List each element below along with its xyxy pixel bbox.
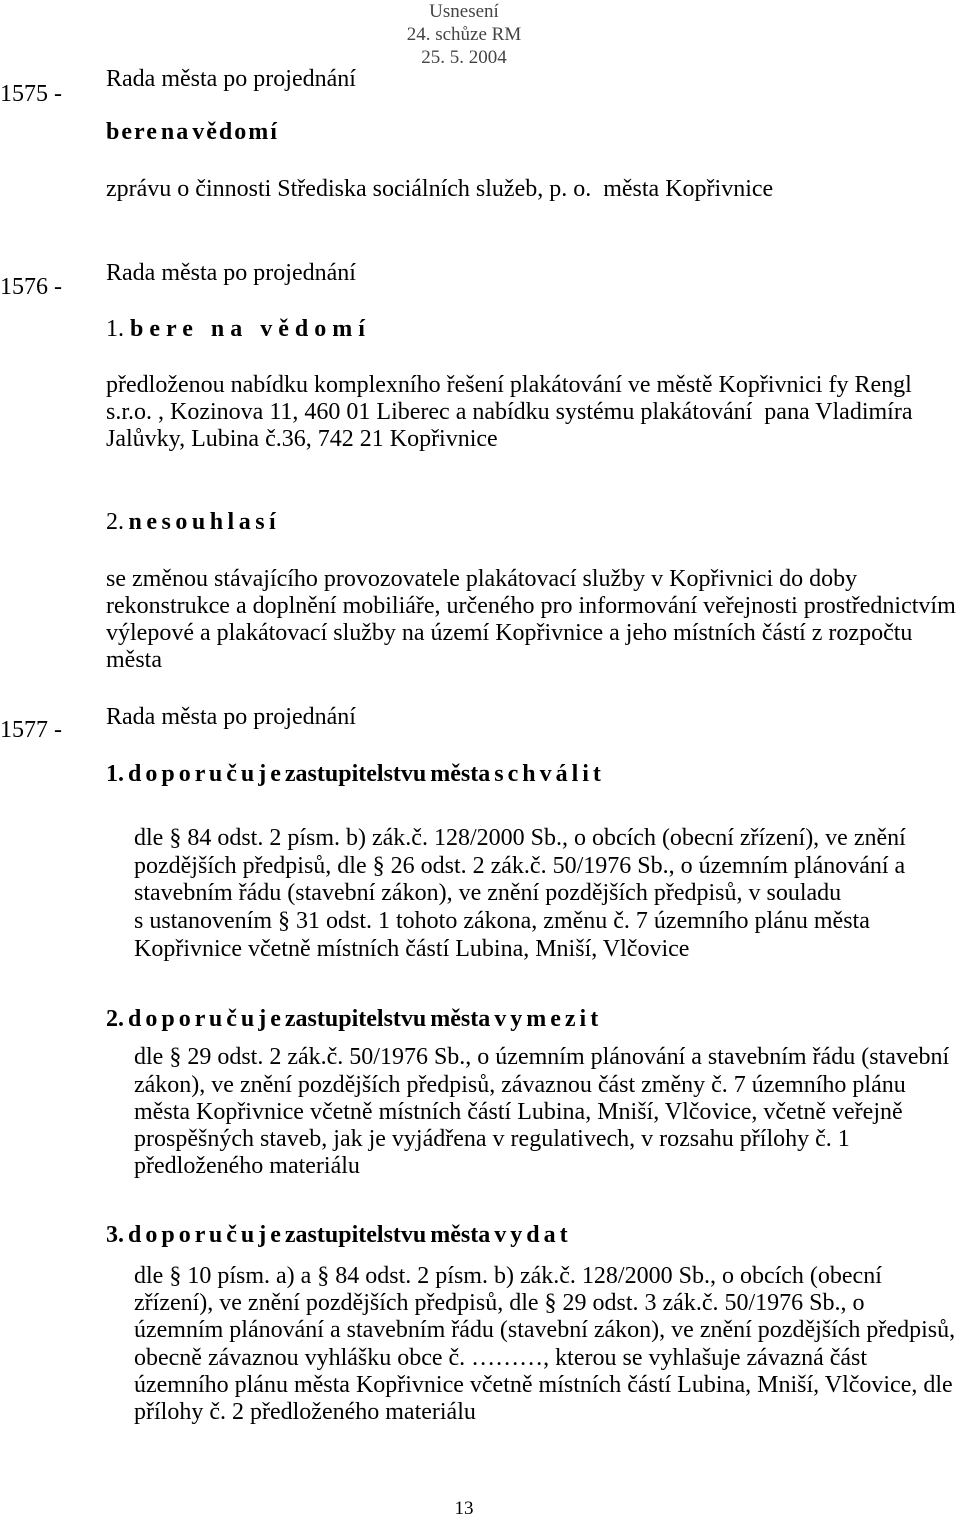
point-text-line: územním plánování a stavebním řádu (stavební zákon), ve znění pozdějších předpisů,: [134, 1317, 956, 1343]
resolution-intro: Rada města po projednání: [106, 260, 356, 286]
point-ordinal: 2.: [106, 509, 124, 535]
resolution-number: 1575 -: [0, 81, 62, 107]
point-text-line: Jalůvky, Lubina č.36, 742 21 Kopřivnice: [106, 426, 498, 452]
header-title: Usnesení: [429, 1, 499, 22]
point-verb: d o p o r u č u j e zastupitelstvu města v y m e z i t: [128, 1006, 599, 1032]
point-heading: [106, 1006, 598, 1033]
point-text-line: stavebním řádu (stavební zákon), ve znění pozdějších předpisů, v souladu: [134, 880, 842, 906]
point-text-line: obecně závaznou vyhlášku obce č. ………, kterou se vyhlašuje závazná část: [134, 1345, 868, 1371]
point-text-line: předloženou nabídku komplexního řešení plakátování ve městě Kopřivnici fy Rengl: [106, 372, 912, 398]
point-text-line: prospěšných staveb, jak je vyjádřena v regulativech, v rozsahu přílohy č. 1: [134, 1126, 850, 1152]
point-verb: d o p o r u č u j e zastupitelstvu města s c h v á l i t: [128, 761, 601, 787]
point-text-line: výlepové a plakátovací služby na území Kopřivnice a jeho místních částí z rozpočtu: [106, 620, 913, 646]
point-text-line: dle § 84 odst. 2 písm. b) zák.č. 128/2000 Sb., o obcích (obecní zřízení), ve znění: [134, 825, 906, 851]
point-text-line: pozdějších předpisů, dle § 26 odst. 2 zák.č. 50/1976 Sb., o územním plánování a: [134, 853, 906, 879]
point-text-line: s ustanovením § 31 odst. 1 tohoto zákona, změnu č. 7 územního plánu města: [134, 908, 870, 934]
point-ordinal: 2.: [106, 1006, 124, 1032]
point-text-line: Kopřivnice včetně místních částí Lubina, Mniší, Vlčovice: [134, 936, 690, 962]
resolution-intro: Rada města po projednání: [106, 704, 356, 730]
resolution-verb: b e r e n a v ě d o m í: [106, 119, 277, 145]
point-verb: n e s o u h l a s í: [128, 509, 276, 535]
point-verb: b e r e n a v ě d o m í: [130, 316, 365, 342]
point-verb: d o p o r u č u j e zastupitelstvu města v y d a t: [128, 1222, 568, 1248]
point-text-line: zřízení), ve znění pozdějších předpisů, dle § 29 odst. 3 zák.č. 50/1976 Sb., o: [134, 1290, 865, 1316]
point-text-line: zákon), ve znění pozdějších předpisů, závaznou část změny č. 7 územního plánu: [134, 1072, 906, 1098]
point-ordinal: 1.: [106, 761, 124, 787]
header-meeting: 24. schůze RM: [406, 24, 522, 45]
point-text-line: města: [106, 647, 162, 673]
point-text-line: města Kopřivnice včetně místních částí Lubina, Mniší, Vlčovice, včetně veřejně: [134, 1099, 903, 1125]
point-text-line: dle § 10 písm. a) a § 84 odst. 2 písm. b) zák.č. 128/2000 Sb., o obcích (obecní: [134, 1263, 882, 1289]
point-ordinal: 1.: [106, 316, 124, 342]
resolution-intro: Rada města po projednání: [106, 66, 356, 92]
point-text-line: se změnou stávajícího provozovatele plakátovací služby v Kopřivnici do doby: [106, 566, 858, 592]
point-text-line: předloženého materiálu: [134, 1153, 360, 1179]
point-heading: [106, 316, 365, 343]
point-heading: [106, 761, 601, 788]
resolution-number: 1577 -: [0, 717, 62, 743]
resolution-text-line: zprávu o činnosti Střediska sociálních služeb, p. o. města Kopřivnice: [106, 176, 774, 202]
resolution-number: 1576 -: [0, 274, 62, 300]
header-date: 25. 5. 2004: [421, 47, 507, 68]
point-text-line: přílohy č. 2 předloženého materiálu: [134, 1399, 476, 1425]
point-heading: [106, 1222, 568, 1249]
point-text-line: rekonstrukce a doplnění mobiliáře, určeného pro informování veřejnosti prostřednictvím: [106, 593, 956, 619]
point-text-line: územního plánu města Kopřivnice včetně místních částí Lubina, Mniší, Vlčovice, dle: [134, 1372, 953, 1398]
point-text-line: s.r.o. , Kozinova 11, 460 01 Liberec a nabídku systému plakátování pana Vladimíra: [106, 399, 913, 425]
point-heading: [106, 509, 276, 536]
point-text-line: dle § 29 odst. 2 zák.č. 50/1976 Sb., o územním plánování a stavebním řádu (stavební: [134, 1044, 950, 1070]
point-ordinal: 3.: [106, 1222, 124, 1248]
page-number: 13: [454, 1498, 474, 1519]
